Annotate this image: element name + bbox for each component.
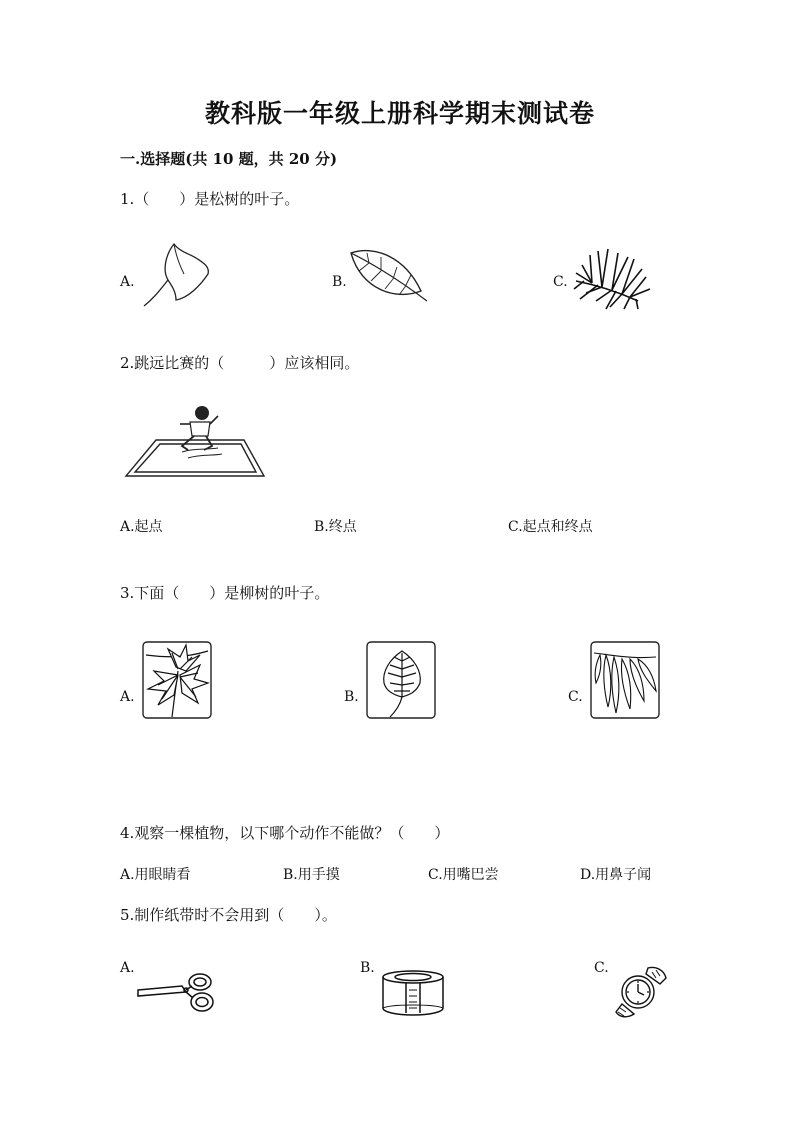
pine-needles-icon bbox=[572, 245, 652, 310]
q1-option-a[interactable]: A. bbox=[120, 274, 135, 290]
question-2: 2.跳远比赛的（ ）应该相同。 bbox=[120, 354, 360, 372]
section-heading: 一.选择题(共 10 题，共 20 分) bbox=[120, 150, 338, 168]
scissors-icon bbox=[136, 970, 216, 1015]
wristwatch-icon bbox=[612, 964, 670, 1020]
q5-option-a[interactable]: A. bbox=[120, 960, 135, 976]
question-4: 4.观察一棵植物，以下哪个动作不能做？（ ） bbox=[120, 824, 450, 842]
q1-option-c[interactable]: C. bbox=[553, 274, 568, 290]
willow-leaves-icon bbox=[590, 641, 660, 719]
q3-option-a[interactable]: A. bbox=[120, 689, 135, 705]
tape-roll-icon bbox=[380, 968, 450, 1018]
q4-option-a[interactable]: A.用眼睛看 bbox=[120, 867, 191, 883]
page-title: 教科版一年级上册科学期末测试卷 bbox=[204, 99, 595, 128]
ovate-leaf-icon bbox=[345, 245, 430, 305]
q3-option-b[interactable]: B. bbox=[344, 689, 359, 705]
q4-option-b[interactable]: B.用手摸 bbox=[283, 867, 340, 883]
question-5: 5.制作纸带时不会用到（ ）。 bbox=[120, 906, 337, 924]
q2-option-a[interactable]: A.起点 bbox=[120, 519, 163, 535]
q5-option-b[interactable]: B. bbox=[360, 960, 375, 976]
q2-option-c[interactable]: C.起点和终点 bbox=[508, 519, 593, 535]
q4-option-d[interactable]: D.用鼻子闻 bbox=[580, 867, 652, 883]
maple-leaves-icon bbox=[142, 641, 212, 719]
q3-option-c[interactable]: C. bbox=[568, 689, 583, 705]
q2-option-b[interactable]: B.终点 bbox=[314, 519, 357, 535]
q1-option-b[interactable]: B. bbox=[332, 274, 347, 290]
q5-option-c[interactable]: C. bbox=[594, 960, 609, 976]
ginkgo-leaf-icon bbox=[140, 240, 215, 310]
heart-leaf-icon bbox=[366, 641, 436, 719]
question-1: 1.（ ）是松树的叶子。 bbox=[120, 190, 300, 208]
long-jump-child-icon bbox=[122, 402, 270, 484]
question-3: 3.下面（ ）是柳树的叶子。 bbox=[120, 584, 330, 602]
q4-option-c[interactable]: C.用嘴巴尝 bbox=[428, 867, 499, 883]
